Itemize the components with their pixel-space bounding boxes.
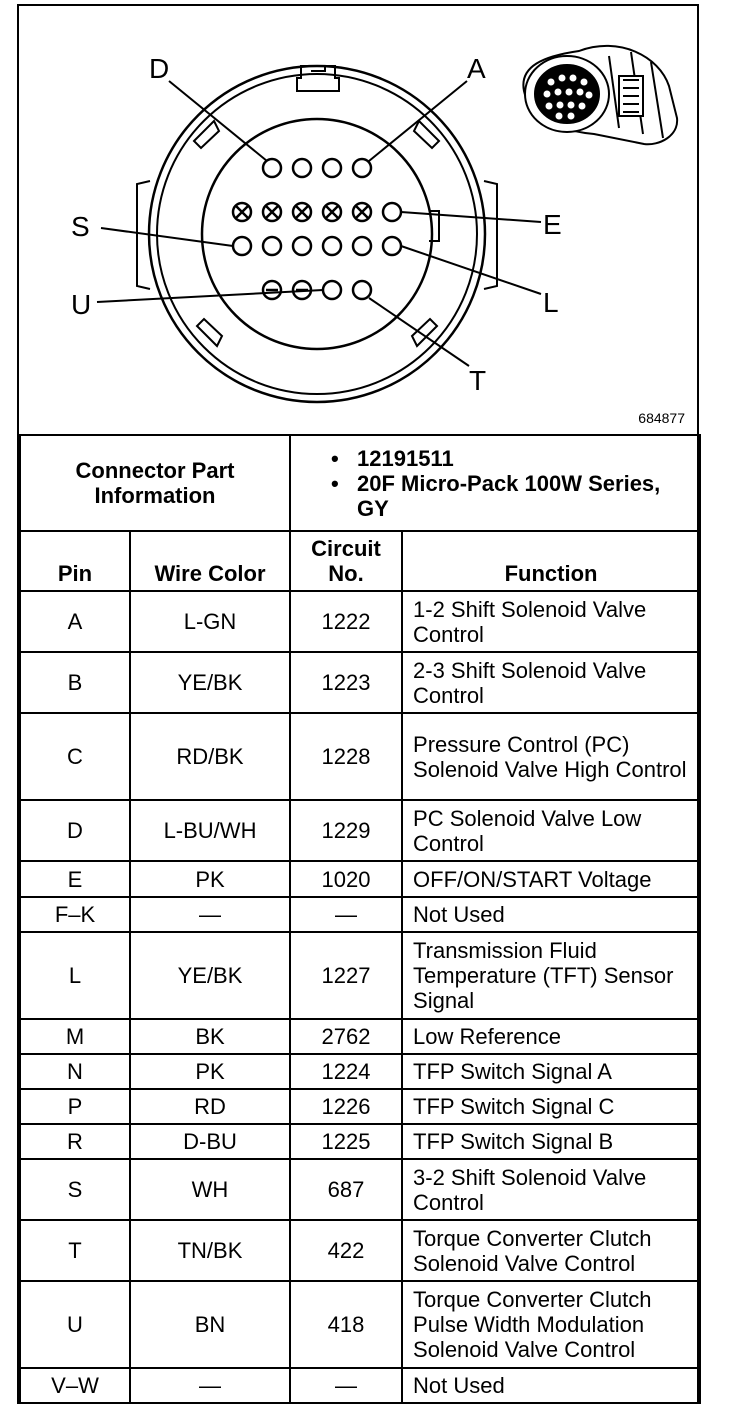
label-e: E — [543, 209, 562, 240]
circuit-cell: 1228 — [290, 713, 402, 800]
pin-cell: D — [20, 800, 130, 861]
circuit-cell: 422 — [290, 1220, 402, 1281]
pin-m — [353, 237, 371, 255]
table-row — [20, 861, 700, 897]
diagram-reference-number: 684877 — [638, 410, 685, 426]
pin-l — [383, 237, 401, 255]
part-info-item: • 12191511 — [351, 446, 695, 471]
pin-p — [293, 237, 311, 255]
table-row — [20, 1019, 700, 1054]
function-cell: Torque Converter Clutch Pulse Width Modulation Solenoid Valve Control — [402, 1281, 700, 1368]
wire-color-cell: YE/BK — [130, 932, 290, 1019]
circuit-cell: 1223 — [290, 652, 402, 713]
leader-l — [401, 246, 541, 294]
pin-cell: M — [20, 1019, 130, 1054]
circuit-cell: 1225 — [290, 1124, 402, 1159]
pin-b — [323, 159, 341, 177]
wire-color-cell: — — [130, 1368, 290, 1403]
wire-color-cell: PK — [130, 1054, 290, 1089]
part-info-values — [290, 435, 700, 531]
wire-color-cell: WH — [130, 1159, 290, 1220]
wire-color-cell: BK — [130, 1019, 290, 1054]
table-row — [20, 932, 700, 1019]
table-row — [20, 591, 700, 652]
table-row — [20, 713, 700, 800]
connector-outer-ring — [149, 66, 485, 402]
pin-cell: F–K — [20, 897, 130, 932]
pin-cell: R — [20, 1124, 130, 1159]
function-cell: 1-2 Shift Solenoid Valve Control — [402, 591, 700, 652]
label-d: D — [149, 53, 170, 84]
header-circuit-no: Circuit No. — [290, 531, 402, 591]
table-row — [20, 1220, 700, 1281]
table-row — [20, 800, 700, 861]
header-wire-color: Wire Color — [130, 531, 290, 591]
wire-color-cell: — — [130, 897, 290, 932]
table-row — [20, 1089, 700, 1124]
connector-key-tab — [297, 66, 339, 91]
pin-cell: B — [20, 652, 130, 713]
circuit-cell: 687 — [290, 1159, 402, 1220]
connector-pinout-table — [19, 434, 701, 1404]
wire-color-cell: RD — [130, 1089, 290, 1124]
pin-cell: A — [20, 591, 130, 652]
function-cell: Torque Converter Clutch Solenoid Valve Control — [402, 1220, 700, 1281]
pin-r — [263, 237, 281, 255]
pin-cell: S — [20, 1159, 130, 1220]
function-cell: Low Reference — [402, 1019, 700, 1054]
wire-color-cell: YE/BK — [130, 652, 290, 713]
circuit-cell: 1227 — [290, 932, 402, 1019]
table-row — [20, 897, 700, 932]
table-header-row — [20, 531, 700, 591]
pin-t — [353, 281, 371, 299]
header-pin: Pin — [20, 531, 130, 591]
pin-a — [353, 159, 371, 177]
label-s: S — [71, 211, 90, 242]
part-info-item: • 20F Micro-Pack 100W Series, GY — [351, 471, 695, 521]
leader-u — [97, 290, 323, 302]
pin-cell: N — [20, 1054, 130, 1089]
pin-cell: U — [20, 1281, 130, 1368]
pin-s — [233, 237, 251, 255]
function-cell: TFP Switch Signal A — [402, 1054, 700, 1089]
pin-cell: V–W — [20, 1368, 130, 1403]
function-cell: TFP Switch Signal B — [402, 1124, 700, 1159]
header-function: Function — [402, 531, 700, 591]
wire-color-cell: L-BU/WH — [130, 800, 290, 861]
connector-perspective-illustration — [523, 46, 677, 144]
function-cell: PC Solenoid Valve Low Control — [402, 800, 700, 861]
pin-e — [383, 203, 401, 221]
table-row — [20, 652, 700, 713]
function-cell: Not Used — [402, 1368, 700, 1403]
wire-color-cell: PK — [130, 861, 290, 897]
pin-u — [323, 281, 341, 299]
wire-color-cell: D-BU — [130, 1124, 290, 1159]
wire-color-cell: RD/BK — [130, 713, 290, 800]
label-t: T — [469, 365, 487, 396]
function-cell: Pressure Control (PC) Solenoid Valve High Control — [402, 713, 700, 800]
circuit-cell: 1222 — [290, 591, 402, 652]
label-l: L — [543, 287, 559, 318]
function-cell: 3-2 Shift Solenoid Valve Control — [402, 1159, 700, 1220]
table-row — [20, 1368, 700, 1403]
circuit-cell: 1229 — [290, 800, 402, 861]
pin-cell: E — [20, 861, 130, 897]
connector-frame — [17, 4, 699, 1404]
part-info-label: Connector Part Information — [20, 435, 290, 531]
leader-e — [401, 212, 541, 222]
table-row — [20, 1159, 700, 1220]
table-row — [20, 1054, 700, 1089]
function-cell: TFP Switch Signal C — [402, 1089, 700, 1124]
wire-color-cell: L-GN — [130, 591, 290, 652]
pin-cell: C — [20, 713, 130, 800]
part-info-row — [20, 435, 700, 531]
table-row — [20, 1124, 700, 1159]
connector-face — [202, 119, 432, 349]
wire-color-cell: TN/BK — [130, 1220, 290, 1281]
pin-c — [293, 159, 311, 177]
circuit-cell: 2762 — [290, 1019, 402, 1054]
label-a: A — [467, 53, 486, 84]
pin-d — [263, 159, 281, 177]
plugged-cavities — [233, 203, 371, 221]
plugged-cavities-lower — [263, 281, 311, 299]
circuit-cell: 1226 — [290, 1089, 402, 1124]
circuit-cell: 1020 — [290, 861, 402, 897]
connector-diagram — [19, 6, 701, 436]
connector-outer-ring-inner — [157, 74, 477, 394]
pin-cell: T — [20, 1220, 130, 1281]
label-u: U — [71, 289, 92, 320]
circuit-cell: — — [290, 1368, 402, 1403]
circuit-cell: — — [290, 897, 402, 932]
function-cell: Not Used — [402, 897, 700, 932]
pin-cell: L — [20, 932, 130, 1019]
wire-color-cell: BN — [130, 1281, 290, 1368]
function-cell: Transmission Fluid Temperature (TFT) Sensor Signal — [402, 932, 700, 1019]
circuit-cell: 418 — [290, 1281, 402, 1368]
circuit-cell: 1224 — [290, 1054, 402, 1089]
leader-s — [101, 228, 233, 246]
pin-n — [323, 237, 341, 255]
table-row — [20, 1281, 700, 1368]
function-cell: 2-3 Shift Solenoid Valve Control — [402, 652, 700, 713]
pin-cell: P — [20, 1089, 130, 1124]
function-cell: OFF/ON/START Voltage — [402, 861, 700, 897]
leader-d — [169, 81, 267, 161]
